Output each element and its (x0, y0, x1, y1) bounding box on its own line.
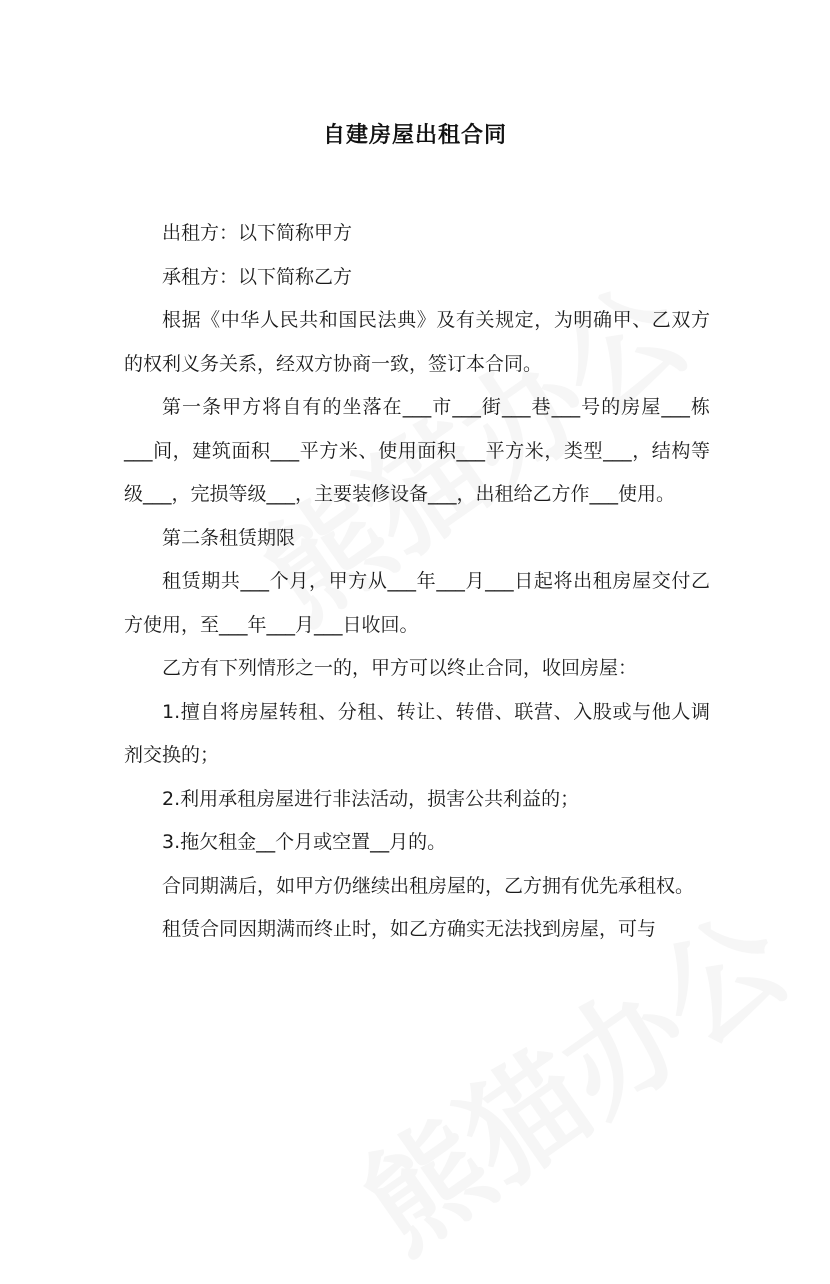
paragraph-renewal-priority: 合同期满后，如甲方仍继续出租房屋的，乙方拥有优先承租权。 (162, 874, 695, 897)
paragraph-lessee: 承租方：以下简称乙方 (162, 265, 353, 288)
document-body (124, 212, 710, 952)
paragraph-termination-conditions: 乙方有下列情形之一的，甲方可以终止合同，收回房屋： (162, 657, 638, 679)
paragraph-article-1: 第一条甲方将自有的坐落在___市___街___巷___号的房屋___栋___间，建筑面积___平方米、使用面积___平方米，类型___，结构等级___，完损等级___，主要装修设备___，出租给乙方作___使用。 (124, 396, 710, 505)
paragraph-lessor: 出租方：以下简称甲方 (162, 222, 353, 244)
paragraph-expiry: 租赁合同因期满而终止时，如乙方确实无法找到房屋，可与 (162, 918, 657, 940)
paragraph-preamble: 根据《中华人民共和国民法典》及有关规定，为明确甲、乙双方的权利义务关系，经双方协商一致，签订本合同。 (124, 309, 710, 375)
paragraph-condition-3: 3.拖欠租金__个月或空置__月的。 (162, 831, 447, 853)
paragraph-condition-2: 2.利用承租房屋进行非法活动，损害公共利益的； (162, 787, 580, 810)
document-title: 自建房屋出租合同 (322, 123, 507, 148)
paragraph-article-2-heading: 第二条租赁期限 (162, 526, 296, 549)
paragraph-lease-term: 租赁期共___个月，甲方从___年___月___日起将出租房屋交付乙方使用，至___年___月___日收回。 (124, 570, 710, 636)
paragraph-condition-1: 1.擅自将房屋转租、分租、转让、转借、联营、入股或与他人调剂交换的； (124, 700, 710, 766)
